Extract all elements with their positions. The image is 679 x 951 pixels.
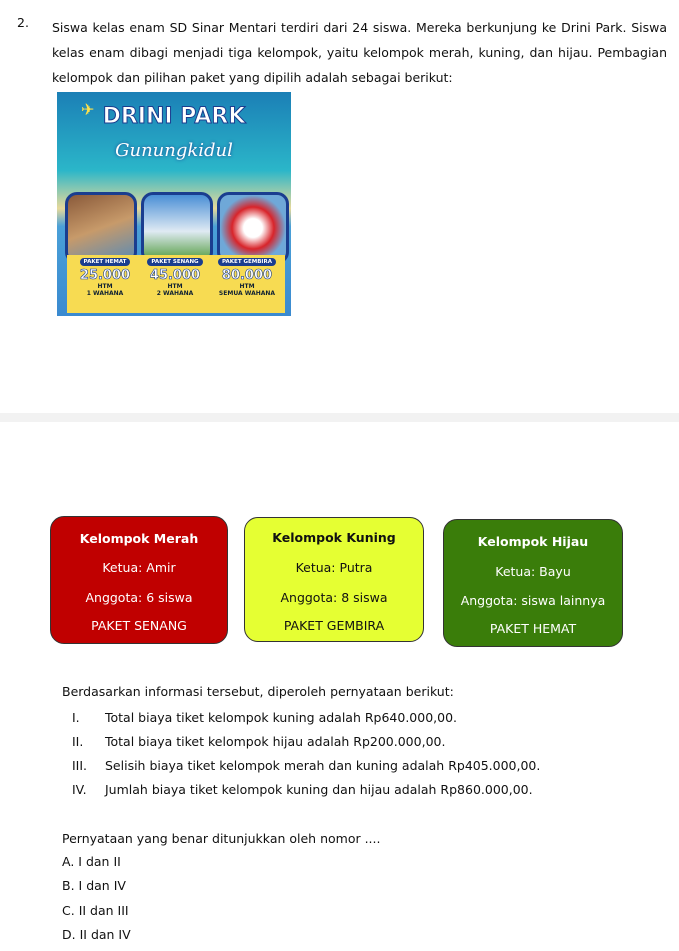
option-letter: C. [62,903,75,918]
option-letter: A. [62,854,75,869]
package-hemat [69,258,141,297]
statement-1 [72,710,457,725]
package-gembira [211,258,283,297]
question-prompt: Pernyataan yang benar ditunjukkan oleh nomor .... [62,831,381,846]
photo-house [141,192,213,264]
group-card-hijau [443,519,623,647]
group-leader: Ketua: Putra [295,560,373,575]
statements-intro: Berdasarkan informasi tersebut, diperoleh pernyataan berikut: [62,684,454,699]
option-a[interactable] [62,854,121,869]
group-members: Anggota: 8 siswa [280,590,388,605]
photo-ride [217,192,289,264]
option-text: II dan III [78,903,129,918]
option-c[interactable] [62,903,129,918]
package-htm: HTM [97,283,113,290]
package-price: 45.000 [149,268,201,283]
group-card-kuning [244,517,424,642]
group-members: Anggota: 6 siswa [85,590,193,605]
photo-bridge [65,192,137,264]
package-name: PAKET GEMBIRA [218,258,276,266]
statement-4 [72,782,533,797]
option-letter: D. [62,927,76,942]
package-htm: HTM [239,283,255,290]
group-members: Anggota: siswa lainnya [460,593,606,608]
statement-3 [72,758,540,773]
option-b[interactable] [62,878,126,893]
package-name: PAKET HEMAT [80,258,131,266]
group-leader: Ketua: Bayu [495,564,571,579]
package-desc: SEMUA WAHANA [218,290,276,297]
statement-number: IV. [72,782,87,797]
section-divider [0,413,679,422]
group-title: Kelompok Kuning [272,530,396,545]
question-number: 2. [17,15,29,30]
package-price: 80.000 [221,268,273,283]
group-package: PAKET SENANG [91,618,187,633]
statement-number: III. [72,758,88,773]
poster-subtitle: Gunungkidul [115,140,233,161]
package-desc: 2 WAHANA [156,290,194,297]
statement-text: Selisih biaya tiket kelompok merah dan kuning adalah Rp405.000,00. [105,758,541,773]
group-package: PAKET HEMAT [489,621,577,636]
drini-park-poster [57,92,291,316]
option-text: I dan IV [78,878,126,893]
statement-text: Total biaya tiket kelompok kuning adalah Rp640.000,00. [105,710,458,725]
option-text: II dan IV [79,927,131,942]
statement-text: Total biaya tiket kelompok hijau adalah Rp200.000,00. [105,734,446,749]
statement-number: I. [72,710,80,725]
package-name: PAKET SENANG [147,258,202,266]
statement-text: Jumlah biaya tiket kelompok kuning dan hijau adalah Rp860.000,00. [105,782,533,797]
statement-2 [72,734,445,749]
option-text: I dan II [78,854,121,869]
package-senang [139,258,211,297]
group-title: Kelompok Hijau [477,534,589,549]
group-card-merah [50,516,228,644]
option-d[interactable] [62,927,131,942]
poster-title: DRINI PARK [102,104,246,129]
statement-number: II. [72,734,84,749]
group-leader: Ketua: Amir [102,560,176,575]
package-htm: HTM [167,283,183,290]
question-text: Siswa kelas enam SD Sinar Mentari terdiri dari 24 siswa. Mereka berkunjung ke Drini Park. Siswa kelas enam dibagi menjadi tiga kelompok, yaitu kelompok merah, kuning, dan hijau. Pembagian kelompok dan pilihan paket yang dipilih adalah sebagai berikut: [52,20,667,85]
airplane-icon: ✈ [81,100,95,119]
group-title: Kelompok Merah [79,531,199,546]
package-desc: 1 WAHANA [86,290,124,297]
group-package: PAKET GEMBIRA [283,618,385,633]
option-letter: B. [62,878,75,893]
package-price: 25.000 [79,268,131,283]
